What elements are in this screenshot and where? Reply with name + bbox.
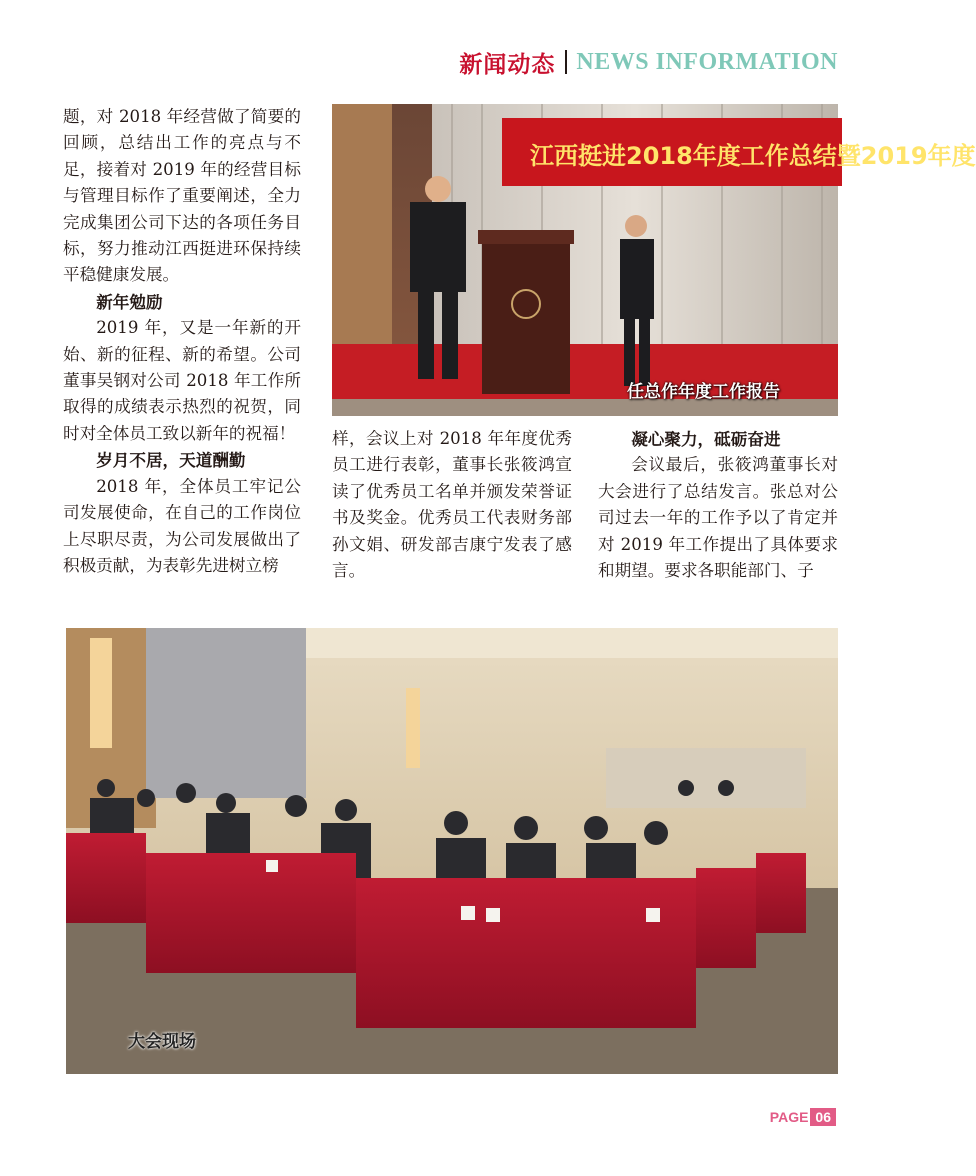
section-header	[459, 44, 838, 80]
subheading-new-year: 新年勉励	[96, 291, 163, 312]
page-label: PAGE	[769, 1109, 809, 1125]
paragraph: 题，对 2018 年经营做了简要的回顾，总结出工作的亮点与不足，接着对 2019 年的经营目标与管理目标作了重要阐述，全力完成集团公司下达的各项任务目标，努力推动江西挺进环保持续平稳健康发展。	[63, 107, 301, 285]
banner	[502, 118, 976, 186]
banner-text: 江西挺进2018年度工作总结暨2019年度	[530, 142, 976, 170]
header-divider	[565, 50, 567, 74]
page-number	[770, 1108, 836, 1126]
subheading-diligence: 岁月不居，天道酬勤	[96, 450, 246, 471]
article-column-1	[63, 104, 301, 579]
photo-caption: 任总作年度工作报告	[627, 382, 780, 402]
photo-meeting-venue	[66, 628, 838, 1074]
section-title-cn: 新闻动态	[459, 50, 556, 78]
subheading-unite: 凝心聚力，砥砺奋进	[631, 429, 781, 449]
paragraph: 会议最后，张筱鸿董事长对大会进行了总结发言。张总对公司过去一年的工作予以了肯定并对 2019 年工作提出了具体要求和期望。要求各职能部门、子	[598, 455, 838, 581]
photo-meeting-venue-image	[66, 628, 838, 1074]
article-column-3	[598, 426, 838, 584]
photo-work-report	[332, 104, 976, 416]
article-column-2	[332, 426, 572, 584]
paragraph: 2018 年，全体员工牢记公司发展使命，在自己的工作岗位上尽职尽责，为公司发展做出了积极贡献，为表彰先进树立榜	[63, 476, 301, 575]
paragraph: 2019 年，又是一年新的开始、新的征程、新的希望。公司董事吴钢对公司 2018 年工作所取得的成绩表示热烈的祝贺，同时对全体员工致以新年的祝福！	[63, 318, 301, 443]
page-number-value: 06	[810, 1108, 836, 1126]
section-title-en: NEWS INFORMATION	[576, 48, 838, 75]
paragraph: 样，会议上对 2018 年年度优秀员工进行表彰，董事长张筱鸿宣读了优秀员工名单并颁发荣誉证书及奖金。优秀员工代表财务部孙文娟、研发部吉康宁发表了感言。	[332, 429, 572, 581]
photo-caption: 大会现场	[128, 1032, 196, 1052]
